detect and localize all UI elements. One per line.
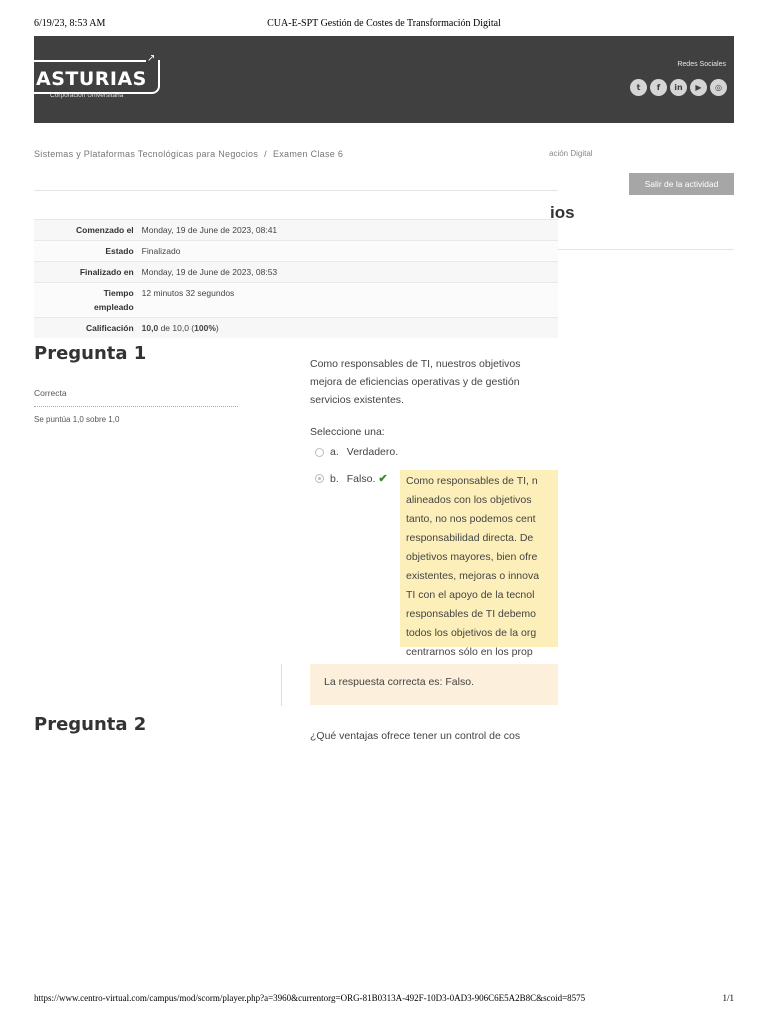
question-text-line: mejora de eficiencias operativas y de gestión	[310, 376, 520, 388]
breadcrumb-fragment: ación Digital	[549, 149, 593, 158]
print-page-number: 1/1	[722, 993, 734, 1003]
youtube-icon[interactable]: ▶	[690, 79, 707, 96]
summary-value: Monday, 19 de June de 2023, 08:41	[138, 220, 558, 241]
table-row	[34, 241, 558, 262]
divider	[281, 664, 282, 706]
table-row	[34, 220, 558, 241]
right-answer-box: La respuesta correcta es: Falso.	[310, 664, 558, 705]
table-row	[34, 318, 558, 339]
feedback-line: existentes, mejoras o innova	[406, 570, 540, 582]
question-1-status: Correcta	[34, 388, 67, 398]
summary-value: Monday, 19 de June de 2023, 08:53	[138, 262, 558, 283]
question-text-line: Como responsables de TI, nuestros objetivos	[310, 358, 521, 370]
question-1-title: Pregunta 1	[34, 343, 147, 364]
option-b-feedback	[400, 470, 558, 658]
question-text-line: servicios existentes.	[310, 394, 404, 406]
breadcrumb-course[interactable]: Sistemas y Plataformas Tecnológicas para Negocios	[34, 149, 259, 159]
option-a[interactable]	[315, 446, 398, 458]
logo-arrow-icon: ↗	[147, 53, 156, 64]
option-a-label: Verdadero.	[346, 446, 399, 458]
print-header	[34, 18, 734, 32]
option-a-letter: a.	[330, 446, 339, 458]
select-one-label: Seleccione una:	[310, 426, 385, 438]
divider	[34, 190, 558, 191]
radio-option-a[interactable]	[315, 448, 324, 457]
feedback-line: centrarnos sólo en los prop	[406, 646, 533, 658]
breadcrumb	[34, 149, 343, 159]
grade-percent: 100%	[194, 323, 216, 333]
instagram-icon[interactable]: ◎	[710, 79, 727, 96]
divider	[34, 406, 238, 407]
correct-check-icon: ✔	[378, 473, 388, 485]
grade-value: 10,0	[141, 323, 159, 333]
breadcrumb-exam[interactable]: Examen Clase 6	[272, 149, 344, 159]
radio-option-b[interactable]	[315, 474, 324, 483]
question-1-text	[310, 355, 558, 409]
grade-mid: de 10,0 (	[158, 323, 195, 333]
question-2-text: ¿Qué ventajas ofrece tener un control de cos	[310, 730, 521, 742]
table-row	[34, 262, 558, 283]
social-icons	[630, 79, 727, 96]
exit-activity-button[interactable]: Salir de la actividad	[629, 173, 734, 195]
facebook-icon[interactable]: f	[650, 79, 667, 96]
summary-value: 12 minutos 32 segundos	[138, 283, 558, 318]
feedback-line: responsabilidad directa. De	[406, 532, 534, 544]
option-b-label: Falso.	[346, 472, 376, 485]
feedback-line: objetivos mayores, bien ofre	[406, 551, 538, 563]
summary-label: Calificación	[34, 318, 138, 339]
option-b[interactable]	[315, 472, 388, 485]
divider	[558, 249, 734, 250]
print-title: CUA-E-SPT Gestión de Costes de Transformación Digital	[267, 18, 501, 29]
feedback-line: responsables de TI debemo	[406, 608, 536, 620]
summary-label: Finalizado en	[34, 262, 138, 283]
site-header	[34, 36, 734, 123]
question-1-score: Se puntúa 1,0 sobre 1,0	[34, 415, 120, 424]
feedback-line: Como responsables de TI, n	[406, 475, 538, 487]
print-date: 6/19/23, 8:53 AM	[34, 18, 106, 29]
logo-subtitle: Corporación Universitaria	[50, 92, 124, 99]
summary-value	[138, 318, 558, 339]
twitter-icon[interactable]: t	[630, 79, 647, 96]
feedback-line: tanto, no nos podemos cent	[406, 513, 536, 525]
feedback-line: alineados con los objetivos	[406, 494, 532, 506]
breadcrumb-separator: /	[264, 149, 267, 159]
question-2-title: Pregunta 2	[34, 714, 147, 735]
logo-word: ASTURIAS	[36, 68, 147, 90]
summary-value: Finalizado	[138, 241, 558, 262]
feedback-line: TI con el apoyo de la tecnol	[406, 589, 535, 601]
attempt-summary-table	[34, 219, 558, 338]
asturias-logo[interactable]	[34, 53, 164, 104]
summary-label: Comenzado el	[34, 220, 138, 241]
print-url: https://www.centro-virtual.com/campus/mod/scorm/player.php?a=3960&currentorg=ORG-81B0313A-492F-10D3-0AD3-906C6E5A2B8C&scoid=8575	[34, 993, 586, 1003]
table-row	[34, 283, 558, 318]
summary-label: Tiempo empleado	[34, 283, 138, 318]
summary-label: Estado	[34, 241, 138, 262]
linkedin-icon[interactable]: in	[670, 79, 687, 96]
print-footer	[34, 993, 734, 1003]
grade-end: )	[215, 323, 219, 333]
page-title-fragment: ios	[550, 203, 575, 222]
feedback-line: todos los objetivos de la org	[406, 627, 537, 639]
social-label: Redes Sociales	[677, 61, 726, 68]
option-b-letter: b.	[330, 472, 339, 485]
